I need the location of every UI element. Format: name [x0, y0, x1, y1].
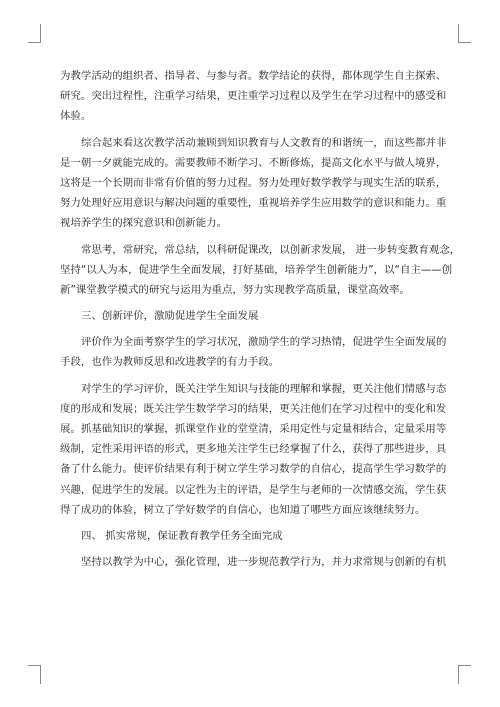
text-line: 备了什么能力。使评价结果有利于树立学生学习数学的自信心，提高学生学习数学的 — [60, 463, 447, 476]
text-line: 综合起来看这次教学活动兼顾到知识教育与人文教育的和谐统一，而这些都并非 — [81, 136, 447, 149]
paragraph — [60, 240, 461, 301]
paragraph — [60, 552, 447, 572]
paragraph — [60, 526, 442, 546]
text-line: 为教学活动的组织者、指导者、与参与者。数学结论的获得，都体现学生自主探索、 — [60, 70, 447, 82]
text-line: 得了成功的体验，树立了学好数学的自信心，也知道了哪些方面应该继续努力。 — [60, 503, 426, 516]
text-line: 研究。突出过程性，注重学习结果，更注重学习过程以及学生在学习过程中的感受和 — [60, 90, 447, 103]
paragraph — [60, 306, 442, 326]
text-line: 展。抓基础知识的掌握，抓课堂作业的堂堂清，采用定性与定量相结合，定量采用等 — [60, 423, 447, 435]
text-line: 努力处理好应用意识与解决问题的重要性，重视培养学生应用数学的意识和能力。重 — [60, 197, 447, 210]
text-line: 兴趣，促进学生的发展。以定性为主的评语，是学生与老师的一次情感交流，学生获 — [60, 483, 447, 496]
crop-mark-bottom-left — [28, 665, 41, 684]
paragraph — [60, 379, 447, 520]
text-line: 度的形成和发展；既关注学生数学学习的结果，更关注他们在学习过程中的变化和发 — [60, 402, 447, 415]
text-line: 视培养学生的探究意识和创新能力。 — [60, 217, 228, 230]
text-line: 坚持以教学为中心，强化管理，进一步规范教学行为，并力求常规与创新的有机 — [81, 556, 447, 569]
text-line: 这将是一个长期而非常有价值的努力过程。努力处理好数学教学与现实生活的联系， — [60, 176, 447, 189]
text-line: 常思考，常研究，常总结，以科研促课改，以创新求发展， 进一步转变教育观念， — [81, 243, 461, 256]
text-line: 四、 抓实常规，保证教育教学任务全面完成 — [81, 529, 283, 542]
paragraph — [60, 332, 447, 372]
text-line: 坚持“以人为本，促进学生全面发展，打好基础，培养学生创新能力”，以“自主——创 — [60, 263, 453, 276]
text-line: 评价作为全面考察学生的学习状况，激励学生的学习热情，促进学生全面发展的 — [81, 336, 447, 349]
text-line: 是一朝一夕就能完成的。需要教师不断学习、不断修炼，提高文化水平与做人境界， — [60, 156, 447, 169]
text-line: 体验。 — [60, 110, 92, 123]
text-line: 级制，定性采用评语的形式，更多地关注学生已经掌握了什么，获得了那些进步，具 — [60, 443, 447, 456]
document-body — [60, 66, 461, 572]
paragraph — [60, 133, 447, 234]
text-line: 新”课堂教学模式的研究与运用为重点，努力实现教学高质量，课堂高效率。 — [60, 283, 410, 296]
crop-mark-bottom-right — [458, 665, 471, 684]
text-line: 对学生的学习评价，既关注学生知识与技能的理解和掌握，更关注他们情感与态 — [81, 382, 447, 395]
crop-mark-top-left — [28, 24, 41, 43]
text-line: 手段，也作为教师反思和改进教学的有力手段。 — [60, 356, 280, 369]
paragraph — [60, 66, 447, 127]
text-line: 三、创新评价，激励促进学生全面发展 — [81, 310, 259, 323]
crop-mark-top-right — [458, 24, 471, 43]
